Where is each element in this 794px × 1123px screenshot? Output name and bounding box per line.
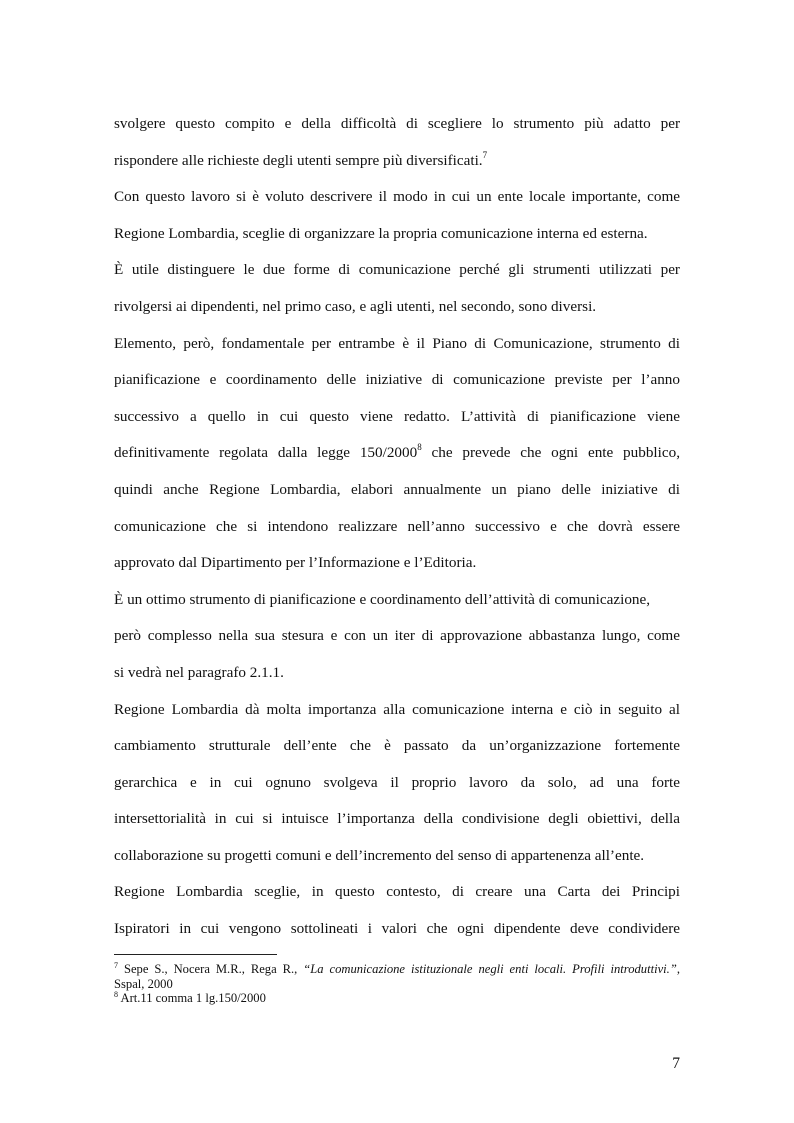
text-line: Con questo lavoro si è voluto descrivere il modo in cui un ente locale importante, come [114,188,680,206]
text-line: comunicazione che si intendono realizzare nell’anno successivo e che dovrà essere [114,517,680,535]
text-line: pianificazione e coordinamento delle iniziative di comunicazione previste per l’anno [114,371,680,389]
text-line: È utile distinguere le due forme di comunicazione perché gli strumenti utilizzati per [114,261,680,279]
text-line-content: che prevede che ogni ente pubblico, [421,444,680,462]
text-line: collaborazione su progetti comuni e dell’incremento del senso di appartenenza all’ente. [114,846,645,864]
text-line: si vedrà nel paragrafo 2.1.1. [114,663,284,681]
text-line: cambiamento strutturale dell’ente che è passato da un’organizzazione fortemente [114,737,680,755]
text-line: gerarchica e in cui ognuno svolgeva il proprio lavoro da solo, ad una forte [114,773,680,791]
footnote-authors: Sepe S., Nocera M.R., Rega R., [123,962,304,976]
text-line: Regione Lombardia, sceglie di organizzare la propria comunicazione interna ed esterna. [114,224,648,242]
page-number: 7 [672,1055,680,1072]
text-line: È un ottimo strumento di pianificazione e coordinamento dell’attività di comunicazione, [114,590,651,608]
footnote-mark: 7 [114,961,118,970]
text-line: quindi anche Regione Lombardia, elabori annualmente un piano delle iniziative di [114,480,680,498]
text-line-content: definitivamente regolata dalla legge 150/2000 [114,444,418,462]
footnote-ref-8[interactable]: 8 [417,442,422,453]
footnote-mark: 8 [114,990,118,999]
text-line: Elemento, però, fondamentale per entrambe è il Piano di Comunicazione, strumento di [114,334,680,352]
footnote-publisher: Sspal, 2000 [114,976,173,991]
body-text [114,110,680,952]
text-line: Regione Lombardia sceglie, in questo contesto, di creare una Carta dei Principi [114,883,680,901]
text-line: svolgere questo compito e della difficoltà di scegliere lo strumento più adatto per [114,115,680,132]
footnote-7 [114,962,680,991]
text-line: successivo a quello in cui questo viene redatto. L’attività di pianificazione viene [114,407,680,425]
text-line: intersettorialità in cui si intuisce l’importanza della condivisione degli obiettivi, della [114,810,680,828]
footnote-line [114,962,680,977]
footnote-divider [114,954,277,955]
text-line [114,147,680,184]
text-line: rivolgersi ai dipendenti, nel primo caso, e agli utenti, nel secondo, sono diversi. [114,297,597,315]
footnotes [114,962,680,1008]
footnote-ref-7[interactable]: 7 [482,149,488,160]
text-line: Regione Lombardia dà molta importanza alla comunicazione interna e ciò in seguito al [114,700,680,718]
footnote-punct: , [676,962,680,976]
footnote-8 [114,991,680,1008]
footnote-title: “La comunicazione istituzionale negli enti locali. Profili introduttivi.” [303,962,677,976]
footnote-text: Art.11 comma 1 lg.150/2000 [120,991,266,1005]
text-line: Ispiratori in cui vengono sottolineati i valori che ogni dipendente deve condividere [114,920,680,938]
text-line [114,439,680,476]
text-line-content: rispondere alle richieste degli utenti sempre più diversificati. [114,151,483,169]
text-line: però complesso nella sua stesura e con un iter di approvazione abbastanza lungo, come [114,627,680,645]
text-line: approvato dal Dipartimento per l’Informazione e l’Editoria. [114,554,477,572]
